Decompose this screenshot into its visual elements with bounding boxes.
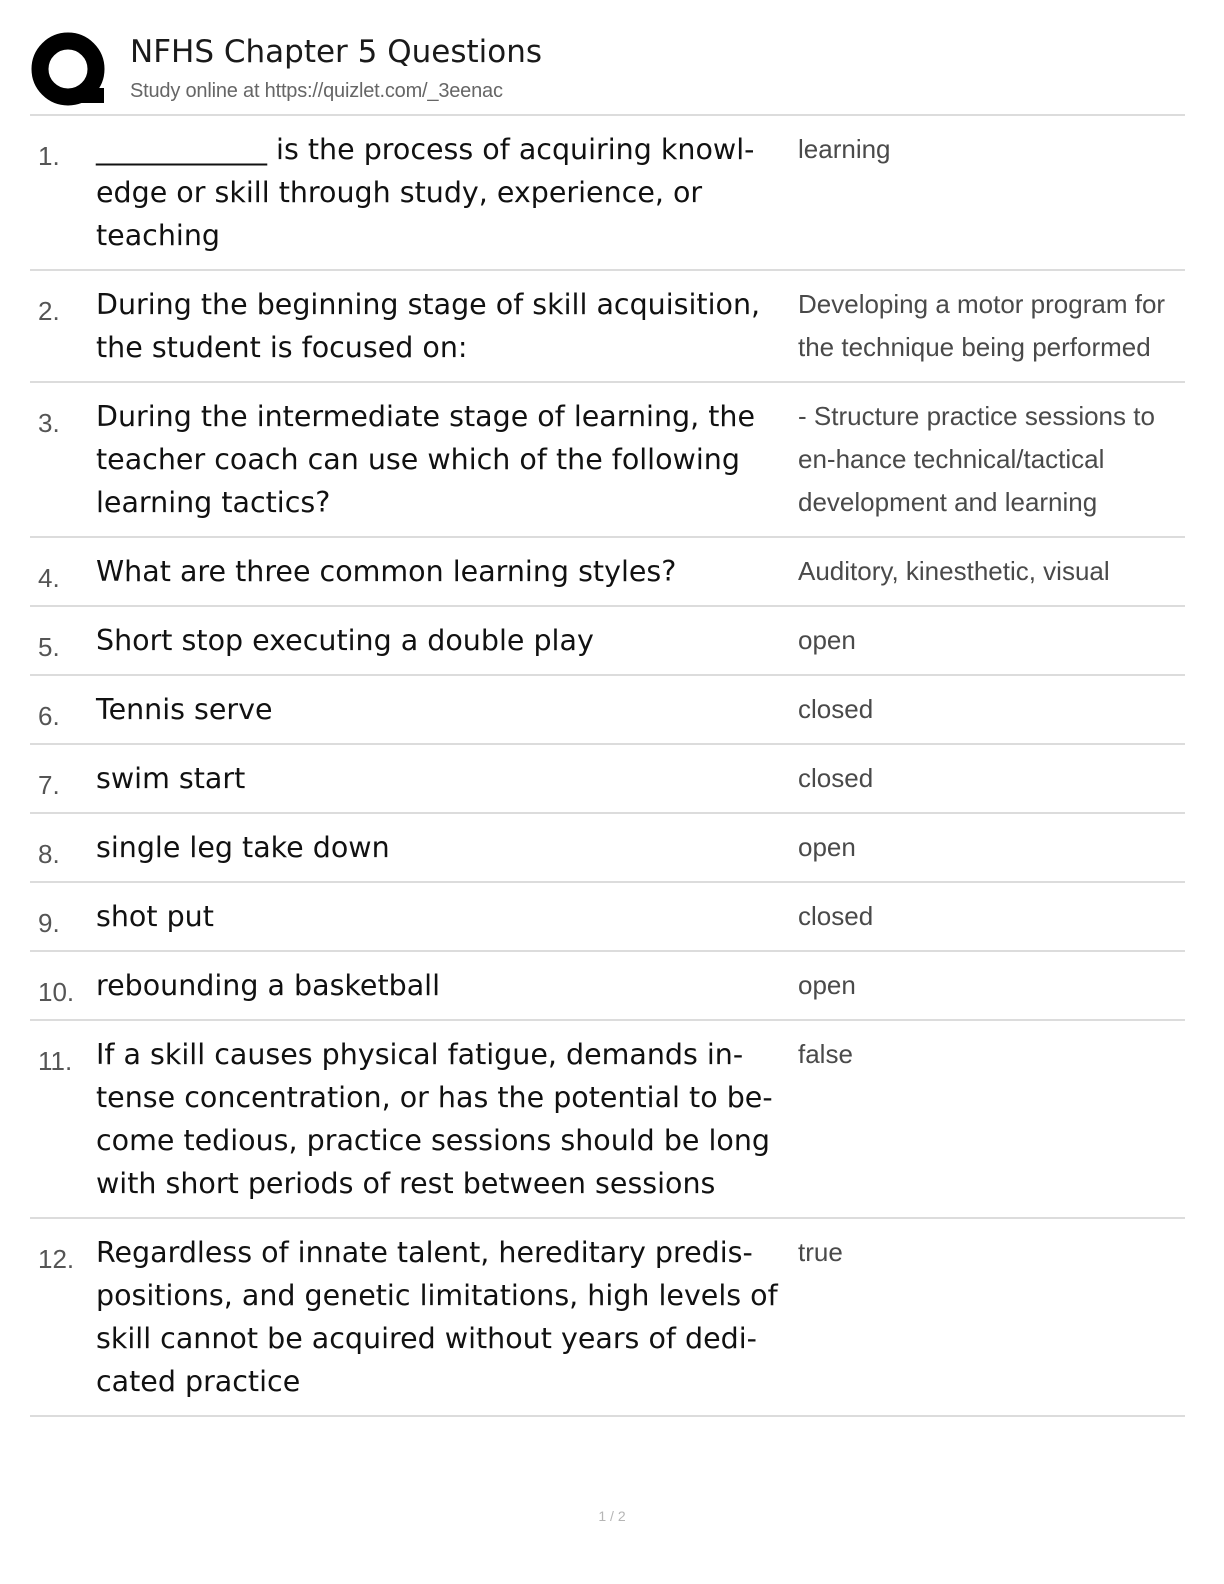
- question-number: 9.: [38, 908, 60, 938]
- question-text: swim start: [96, 762, 246, 795]
- answer-text: false: [798, 1039, 853, 1069]
- question-number: 7.: [38, 770, 60, 800]
- page-header: [30, 28, 1185, 116]
- study-online-text: Study online at https://quizlet.com/_3eenac: [130, 80, 503, 102]
- answer-text: open: [798, 832, 856, 862]
- question-row: [30, 676, 1185, 745]
- question-row: [30, 952, 1185, 1021]
- answer-text: closed: [798, 901, 874, 931]
- quizlet-logo-icon: [30, 32, 108, 110]
- question-text: During the beginning stage of skill acquisition, the student is focused on:: [96, 288, 761, 364]
- answer-text: open: [798, 625, 856, 655]
- question-row: [30, 383, 1185, 538]
- question-row: [30, 1021, 1185, 1219]
- question-row: [30, 271, 1185, 383]
- question-text: Regardless of innate talent, hereditary predis-positions, and genetic limitations, high levels of skill cannot be acquired without years of dedi-cated practice: [96, 1236, 778, 1398]
- question-number: 6.: [38, 701, 60, 731]
- question-number: 2.: [38, 296, 60, 326]
- page-number: 1 / 2: [598, 1508, 626, 1524]
- question-text: shot put: [96, 900, 214, 933]
- question-text: What are three common learning styles?: [96, 555, 677, 588]
- question-text: Short stop executing a double play: [96, 624, 594, 657]
- question-text: Tennis serve: [96, 693, 273, 726]
- answer-text: closed: [798, 694, 874, 724]
- question-text: ____________ is the process of acquiring knowl-edge or skill through study, experience, or teaching: [96, 133, 755, 252]
- answer-text: open: [798, 970, 856, 1000]
- question-row: [30, 1219, 1185, 1417]
- answer-text: true: [798, 1237, 843, 1267]
- question-text: If a skill causes physical fatigue, demands in-tense concentration, or has the potential to be-come tedious, practice sessions should be long with short periods of rest between sessions: [96, 1038, 773, 1200]
- question-number: 3.: [38, 408, 60, 438]
- question-row: [30, 883, 1185, 952]
- question-text: single leg take down: [96, 831, 390, 864]
- question-number: 11.: [38, 1046, 73, 1076]
- question-number: 12.: [38, 1244, 75, 1274]
- question-text: During the intermediate stage of learning, the teacher coach can use which of the following learning tactics?: [96, 400, 755, 519]
- question-list: [30, 116, 1185, 1417]
- answer-text: Developing a motor program for the technique being performed: [798, 289, 1166, 362]
- question-row: [30, 745, 1185, 814]
- answer-text: learning: [798, 134, 891, 164]
- question-number: 4.: [38, 563, 60, 593]
- question-row: [30, 814, 1185, 883]
- question-number: 8.: [38, 839, 60, 869]
- question-row: [30, 538, 1185, 607]
- page-title: NFHS Chapter 5 Questions: [130, 34, 543, 70]
- question-row: [30, 116, 1185, 271]
- question-text: rebounding a basketball: [96, 969, 441, 1002]
- answer-text: closed: [798, 763, 874, 793]
- question-number: 1.: [38, 141, 60, 171]
- answer-text: - Structure practice sessions to en-hance technical/tactical development and learning: [798, 401, 1155, 517]
- question-number: 10.: [38, 977, 75, 1007]
- question-row: [30, 607, 1185, 676]
- question-number: 5.: [38, 632, 60, 662]
- answer-text: Auditory, kinesthetic, visual: [798, 556, 1110, 586]
